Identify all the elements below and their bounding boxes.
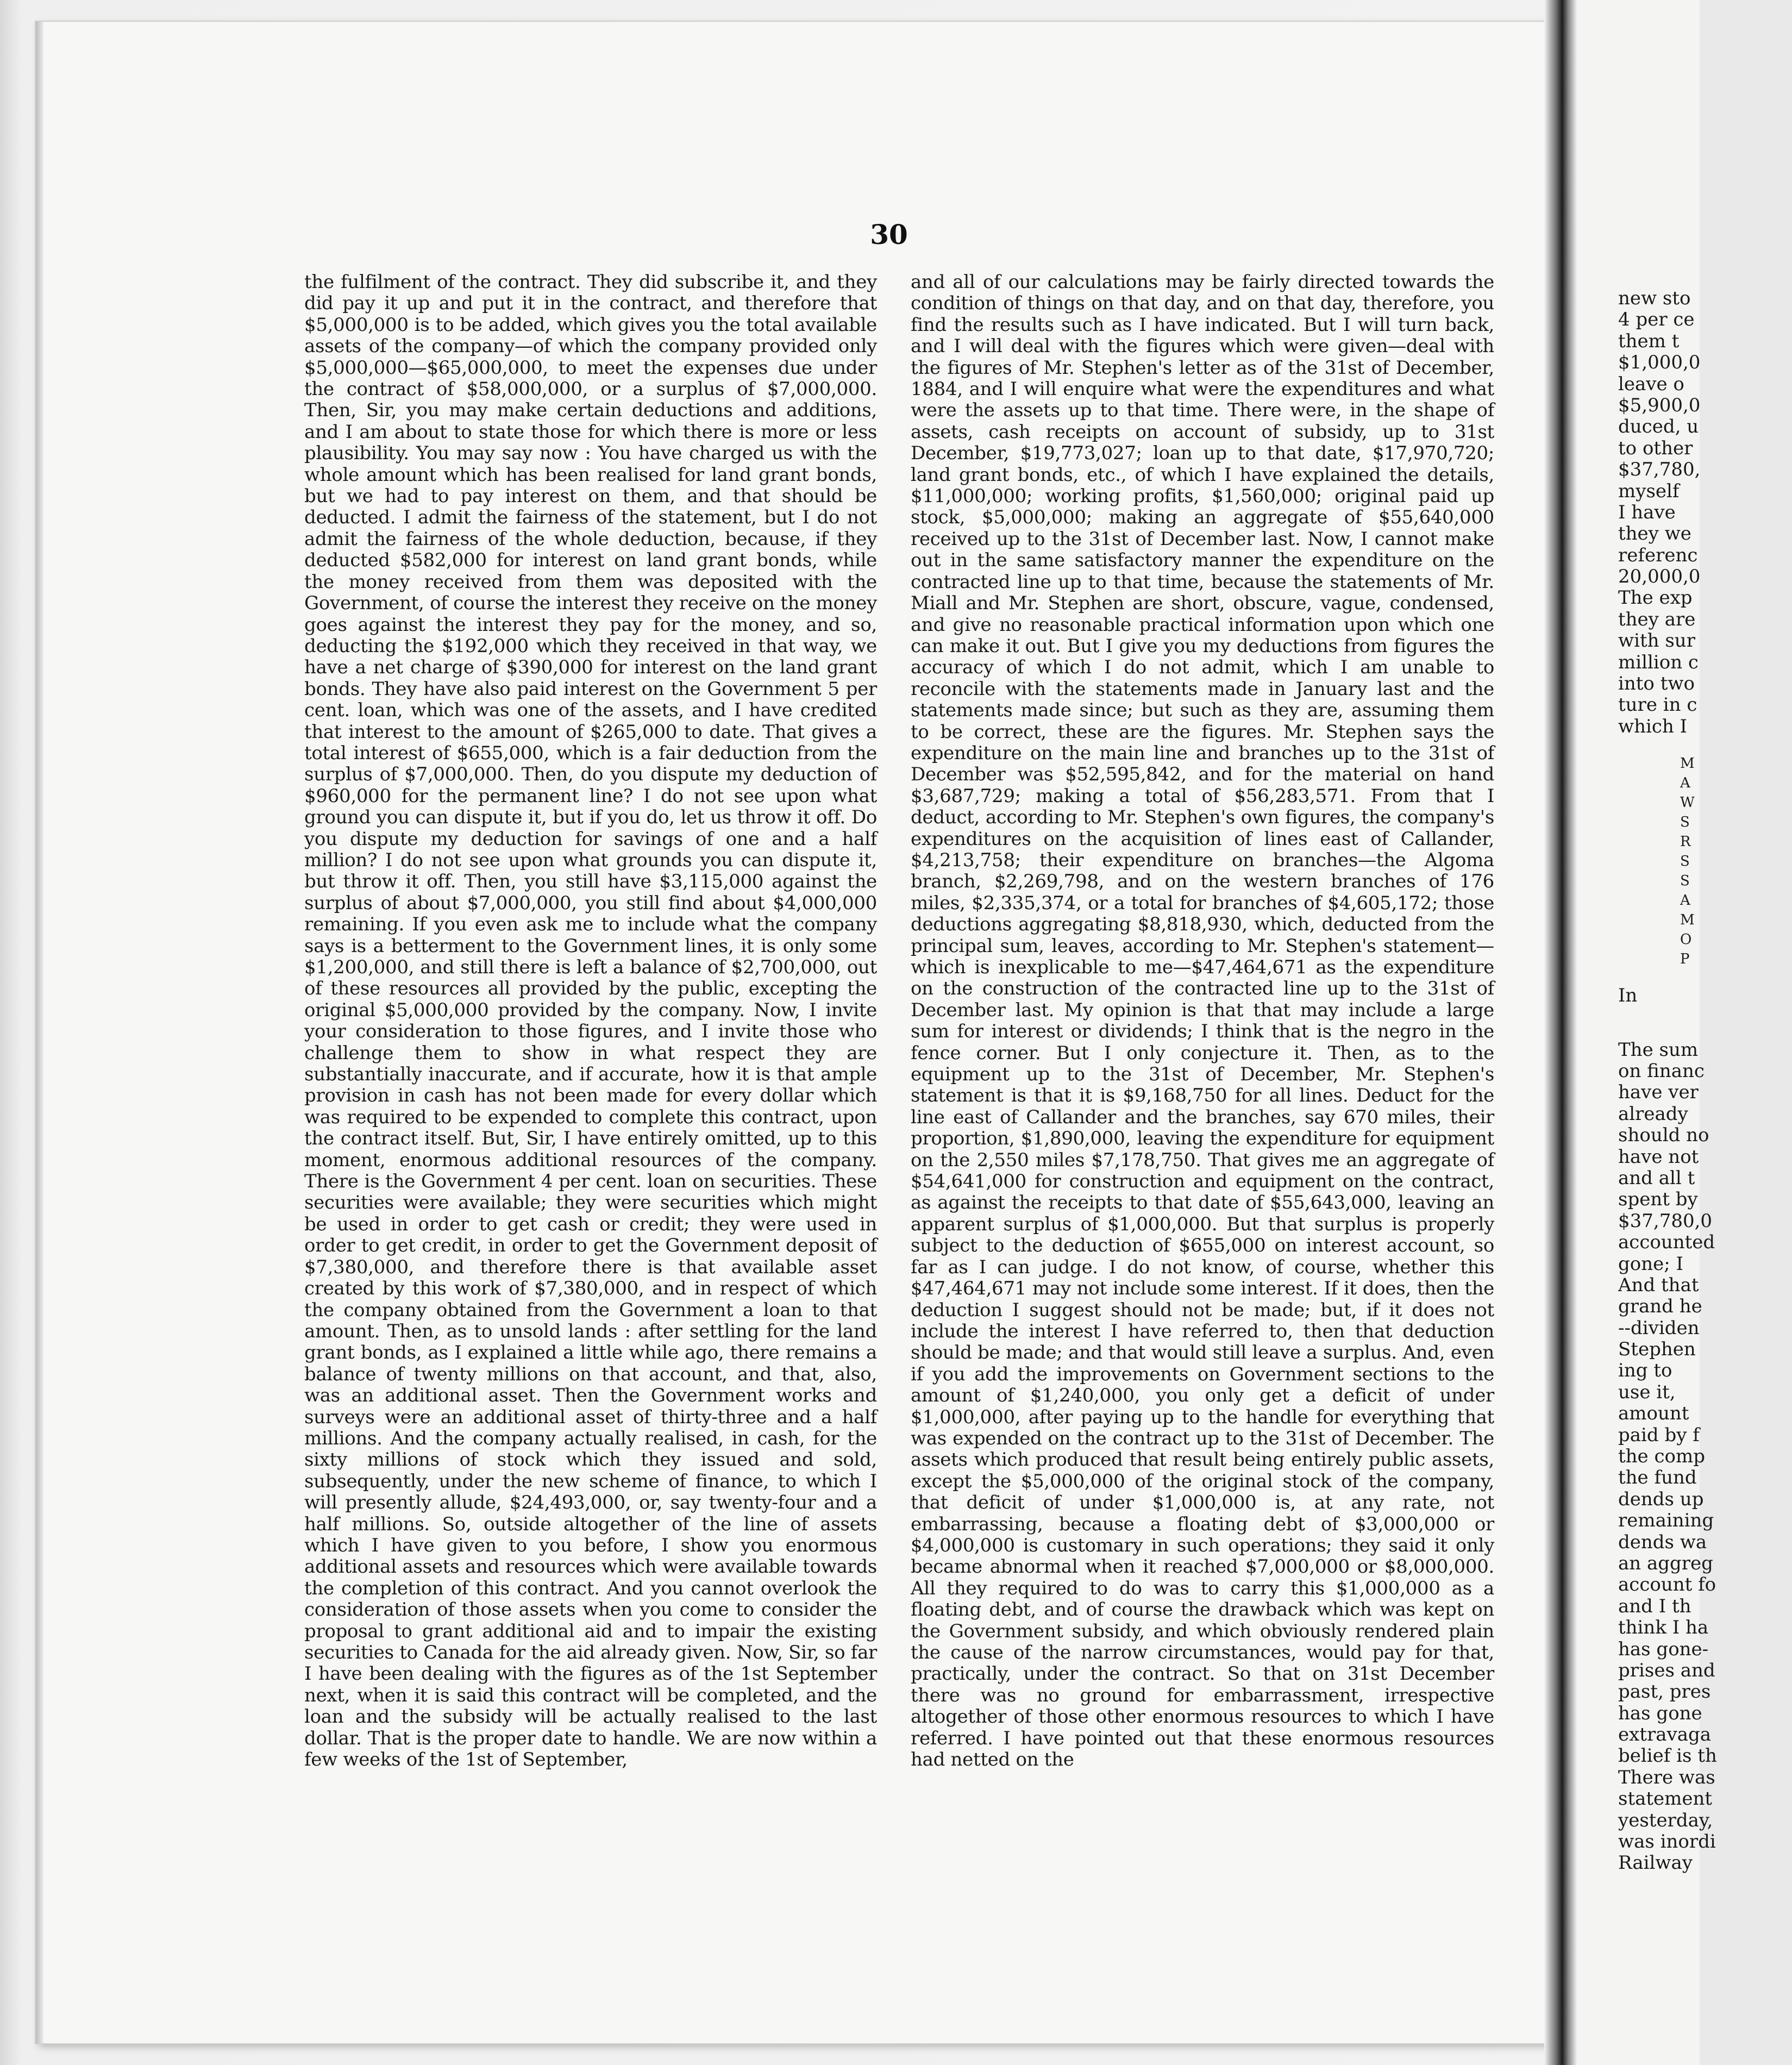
next-page-line: past, pres	[1618, 1681, 1711, 1703]
next-page-line: leave o	[1618, 373, 1684, 395]
next-page-line: they we	[1618, 523, 1691, 545]
page-left-edge	[36, 22, 43, 2043]
next-page-line: gone; I	[1618, 1253, 1683, 1275]
next-page-line: with sur	[1618, 630, 1695, 652]
next-page-line: I have	[1618, 501, 1676, 523]
next-page-line: referenc	[1618, 544, 1698, 566]
page-number: 30	[870, 218, 908, 251]
next-page-list-line: A	[1680, 775, 1690, 792]
next-page-line: 20,000,0	[1618, 566, 1701, 588]
next-page-line: $5,900,0	[1618, 394, 1701, 416]
next-page-line: think I ha	[1618, 1617, 1709, 1639]
next-page-line: $1,000,0	[1618, 352, 1701, 374]
next-page-line: yesterday,	[1618, 1809, 1713, 1831]
next-page-line: ture in c	[1618, 694, 1697, 716]
next-page-line: have not	[1618, 1146, 1699, 1168]
next-page-line: --dividen	[1618, 1317, 1700, 1339]
next-page-line: an aggreg	[1618, 1552, 1713, 1574]
next-page-line: the comp	[1618, 1446, 1706, 1468]
next-page-edge	[1577, 0, 1717, 2065]
next-page-line: myself	[1618, 480, 1680, 502]
next-page-list-line: S	[1680, 853, 1690, 870]
next-page-list-line: M	[1680, 755, 1695, 772]
next-page-column	[1618, 288, 1792, 1874]
next-page-list-line: P	[1680, 951, 1690, 968]
right-column	[911, 272, 1494, 1902]
next-page-line: the fund	[1618, 1467, 1697, 1489]
next-page-bottom-lines	[1618, 1040, 1792, 1874]
next-page-line: $37,780,	[1618, 459, 1701, 481]
next-page-line: to other	[1618, 437, 1693, 459]
next-page-line: dends up	[1618, 1488, 1704, 1510]
next-page-line: them t	[1618, 330, 1680, 352]
next-page-line: and all t	[1618, 1167, 1695, 1189]
next-page-list-line: S	[1680, 814, 1690, 831]
next-page-line: million c	[1618, 651, 1699, 673]
next-page-line: ing to	[1618, 1360, 1672, 1382]
left-column-text: the fulfilment of the contract. They did subscribe it, and they did pay it up and put it in the contract, and therefore that $5,000,000 is to be added, which gives you the total available assets of the company—of which the company provided only $5,000,000—$65,000,000, to meet the expenses due under the contract of $58,000,000, or a surplus of $7,000,000. Then, Sir, you may make certain deductions and additions, and I am about to state those for which there is more or less plausibility. You may say now : You have charged us with the whole amount which has been realised for land grant bonds, but we had to pay interest on them, and that should be deducted. I admit the fairness of the statement, but I do not admit the fairness of the whole deduction, because, if they deducted $582,000 for interest on land grant bonds, while the money received from them was deposited with the Government, of course the interest they receive on the money goes against the interest they pay for the money, and so, deducting the $192,000 which they received in that way, we have a net charge of $390,000 for interest on the land grant bonds. They have also paid interest on the Government 5 per cent. loan, which was one of the assets, and I have credited that interest to the amount of $265,000 to date. That gives a total interest of $655,000, which is a fair deduction from the surplus of $7,000,000. Then, do you dispute my deduction of $960,000 for the permanent line? I do not see upon what ground you can dispute it, but if you do, let us throw it off. Do you dispute my deduction for savings of one and a half million? I do not see upon what grounds you can dispute it, but throw it off. Then, you still have $3,115,000 against the surplus of about $7,000,000, you still find about $4,000,000 remaining. If you even ask me to include what the company says is a betterment to the Government lines, it is only some $1,200,000, and still there is left a balance of $2,700,000, out of these resources all provided by the public, excepting the original $5,000,000 provided by the company. Now, I invite your consideration to those figures, and I invite those who challenge them to show in what respect they are substantially inaccurate, and if accurate, how it is that ample provision in cash has not been made for every dollar which was required to be expended to complete this contract, upon the contract itself. But, Sir, I have entirely omitted, up to this moment, enormous additional resources of the company. There is the Government 4 per cent. loan on securities. These securities were available; they were securities which might be used in order to get cash or credit; they were used in order to get credit, in order to get the Government deposit of $7,380,000, and therefore there is that available asset created by this work of $7,380,000, and in respect of which the company obtained from the Government a loan to that amount. Then, as to unsold lands : after settling for the land grant bonds, as I explained a little while ago, there remains a balance of twenty millions on that account, and that, also, was an additional asset. Then the Government works and surveys were an additional asset of thirty-three and a half millions. And the company actually realised, in cash, for the sixty millions of stock which they issued and sold, subsequently, under the new scheme of finance, to which I will presently allude, $24,493,000, or, say twenty-four and a half millions. So, outside altogether of the line of assets which I have given to you before, I show you enormous additional assets and resources which were available towards the completion of this contract. And you cannot overlook the consideration of those assets when you come to consider the proposal to grant additional aid and to impair the existing securities to Canada for the aid already given. Now, Sir, so far I have been dealing with the figures as of the 1st September next, when it is said this contract will be completed, and the loan and the subsidy will be actually realised to the last dollar. That is the proper date to handle. We are now within a few weeks of the 1st of September,	[304, 271, 877, 1771]
next-page-list-line: A	[1680, 892, 1690, 909]
next-page-list-line: M	[1680, 912, 1695, 929]
next-page-list-line: O	[1680, 931, 1692, 948]
next-page-line: on financ	[1618, 1060, 1705, 1082]
next-page-line: have ver	[1618, 1081, 1699, 1104]
next-page-line: Railway	[1618, 1852, 1693, 1874]
next-page-top-lines	[1618, 288, 1792, 737]
next-page-line: 4 per ce	[1618, 309, 1695, 331]
next-page-line: belief is th	[1618, 1745, 1717, 1767]
next-page-line: into two	[1618, 673, 1695, 695]
next-page-list-line: R	[1680, 834, 1691, 850]
next-page-line: already	[1618, 1103, 1688, 1125]
next-page-line: account fo	[1618, 1574, 1716, 1596]
left-column	[304, 272, 877, 1902]
right-column-text: and all of our calculations may be fairly directed towards the condition of things on that day, and on that day, therefore, you find the results such as I have indicated. But I will turn back, and I will deal with the figures which were given—deal with the figures of Mr. Stephen's letter as of the 31st of December, 1884, and I will enquire what were the expenditures and what were the assets up to that time. There were, in the shape of assets, cash receipts on account of subsidy, up to 31st December, $19,773,027; loan up to that date, $17,970,720; land grant bonds, etc., of which I have explained the details, $11,000,000; working profits, $1,560,000; original paid up stock, $5,000,000; making an aggregate of $55,640,000 received up to the 31st of December last. Now, I cannot make out in the same satisfactory manner the expenditure on the contracted line up to that time, because the statements of Mr. Miall and Mr. Stephen are short, obscure, vague, condensed, and give no reasonable practical information upon which one can make it out. But I give you my deductions from figures the accuracy of which I do not admit, which I am unable to reconcile with the statements made in January last and the statements made since; but such as they are, assuming them to be correct, these are the figures. Mr. Stephen says the expenditure on the main line and branches up to the 31st of December was $52,595,842, and for the material on hand $3,687,729; making a total of $56,283,571. From that I deduct, according to Mr. Stephen's own figures, the company's expenditures on the acquisition of lines east of Callander, $4,213,758; their expenditure on branches—the Algoma branch, $2,269,798, and on the western branches of 176 miles, $2,335,374, or a total for branches of $4,605,172; those deductions aggregating $8,818,930, which, deducted from the principal sum, leaves, according to Mr. Stephen's statement—which is inexplicable to me—$47,464,671 as the expenditure on the construction of the contracted line up to the 31st of December last. My opinion is that that may include a large sum for interest or dividends; I think that is the negro in the fence corner. But I only conjecture it. Then, as to the equipment up to the 31st of December, Mr. Stephen's statement is that it is $9,168,750 for all lines. Deduct for the line east of Callander and the branches, say 670 miles, their proportion, $1,890,000, leaving the expenditure for equipment on the 2,550 miles $7,178,750. That gives me an aggregate of $54,641,000 for construction and equipment on the contract, as against the receipts to that date of $55,643,000, leaving an apparent surplus of $1,000,000. But that surplus is properly subject to the deduction of $655,000 on interest account, so far as I can judge. I do not know, of course, whether this $47,464,671 may not include some interest. If it does, then the deduction I suggest should not be made; but, if it does not include the interest I have referred to, then that deduction should be made; and that would still leave a surplus. And, even if you add the improvements on Government sections to the amount of $1,240,000, you only get a deficit of under $1,000,000, after paying up to the handle for everything that was expended on the contract up to the 31st of December. The assets which produced that result being entirely public assets, except the $5,000,000 of the original stock of the company, that deficit of under $1,000,000 is, at any rate, not embarrassing, because a floating debt of $3,000,000 or $4,000,000 is customary in such operations; they said it only became abnormal when it reached $7,000,000 or $8,000,000. All they required to do was to carry this $1,000,000 as a floating debt, and of course the drawback which was kept on the Government subsidy, and which obviously rendered plain the cause of the narrow circumstances, would pay for that, practically, under the contract. So that on 31st December there was no ground for embarrassment, irrespective altogether of those other enormous resources to which I have referred. I have pointed out that these enormous resources had netted on the	[911, 271, 1494, 1771]
next-page-line: And that	[1618, 1274, 1699, 1296]
next-page-line: There was	[1618, 1766, 1715, 1788]
book-gutter	[1544, 0, 1577, 2065]
next-page-line: should no	[1618, 1124, 1709, 1147]
next-page-line: prises and	[1618, 1659, 1715, 1681]
next-page-list-after: In	[1618, 985, 1638, 1007]
next-page-line: has gone-	[1618, 1638, 1709, 1660]
next-page-line: new sto	[1618, 287, 1691, 309]
next-page-line: has gone	[1618, 1702, 1702, 1724]
next-page-line: duced, u	[1618, 416, 1699, 438]
next-page-gap	[1618, 1007, 1792, 1040]
next-page-line: spent by	[1618, 1188, 1698, 1211]
next-page-list-line: W	[1680, 794, 1695, 811]
next-page-line: they are	[1618, 608, 1696, 630]
next-page-line: grand he	[1618, 1296, 1702, 1318]
next-page-line: $37,780,0	[1618, 1210, 1713, 1232]
next-page-line: which I	[1618, 715, 1688, 737]
next-page-list-line: S	[1680, 873, 1690, 890]
next-page-line: was inordi	[1618, 1831, 1716, 1853]
next-page-line: dends wa	[1618, 1531, 1707, 1553]
next-page-line: statement	[1618, 1788, 1713, 1810]
next-page-line: The sum	[1618, 1038, 1699, 1061]
next-page-line: and I th	[1618, 1595, 1691, 1617]
next-page-line: extravaga	[1618, 1724, 1711, 1746]
next-page-line: amount	[1618, 1403, 1689, 1425]
next-page-line: accounted	[1618, 1231, 1715, 1254]
next-page-list	[1680, 754, 1792, 969]
next-page-line: remaining	[1618, 1510, 1714, 1532]
next-page-line: The exp	[1618, 587, 1693, 609]
next-page-line: use it,	[1618, 1381, 1676, 1403]
next-page-line: paid by f	[1618, 1424, 1700, 1446]
next-page-line: Stephen	[1618, 1338, 1696, 1361]
